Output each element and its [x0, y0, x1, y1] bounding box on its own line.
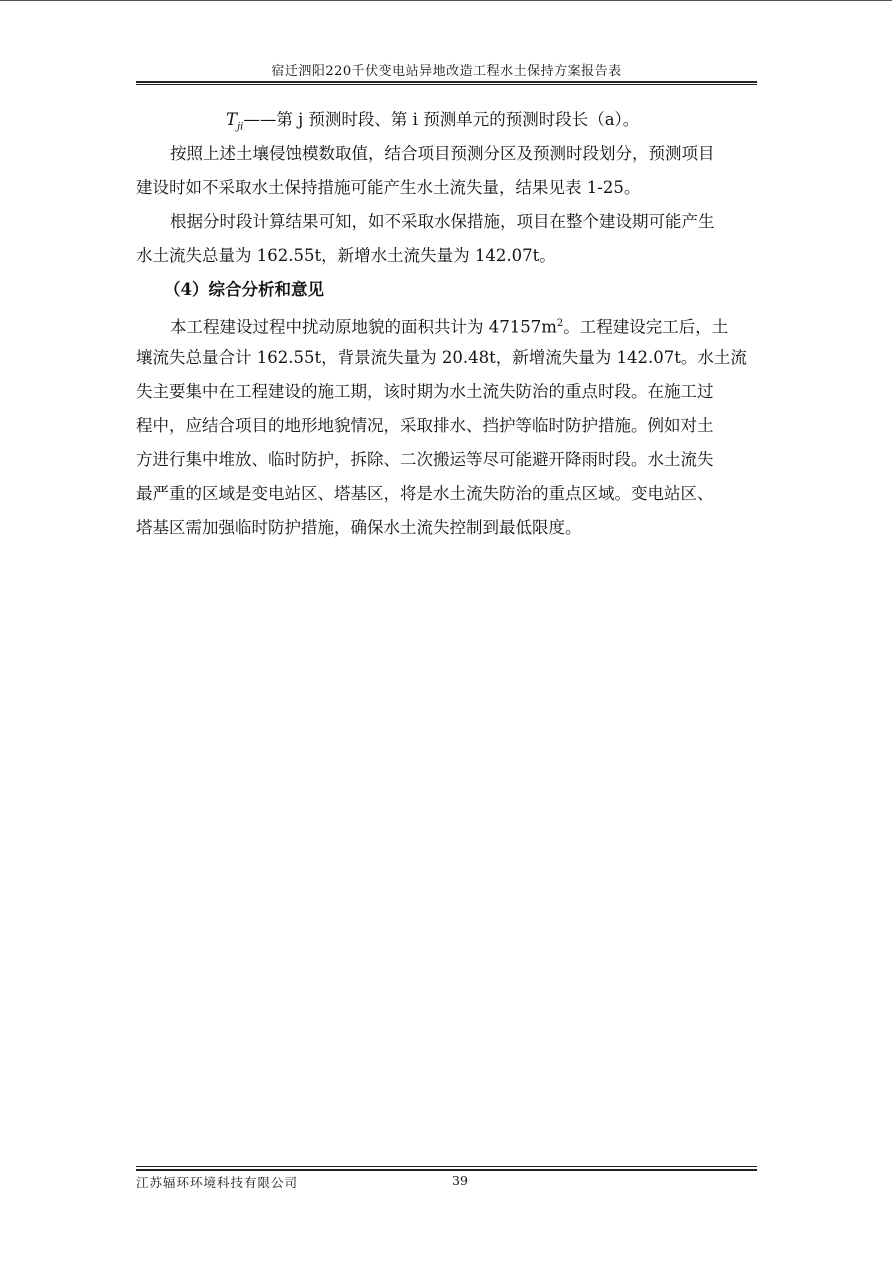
formula-definition — [136, 106, 757, 140]
para3-line2 — [136, 344, 757, 378]
para3-line7-text: 塔基区需加强临时防护措施，确保水土流失控制到最低限度。 — [136, 518, 582, 537]
para1-line1-text: 按照上述土壤侵蚀模数取值，结合项目预测分区及预测时段划分，预测项目 — [170, 144, 715, 163]
para3-line7 — [136, 514, 757, 548]
para3-line6-text: 最严重的区域是变电站区、塔基区，将是水土流失防治的重点区域。变电站区、 — [136, 484, 714, 503]
document-body — [136, 106, 757, 548]
footer-rule-thick — [136, 1169, 757, 1171]
header-rule-thick — [136, 81, 757, 83]
area-unit-superscript: 2 — [556, 318, 564, 329]
para2-line1-text: 根据分时段计算结果可知，如不采取水保措施，项目在整个建设期可能产生 — [170, 212, 715, 231]
para2-line1 — [136, 208, 757, 242]
para3-line2-text: 壤流失总量合计 162.55t，背景流失量为 20.48t，新增流失量为 142.07t。水土流 — [136, 348, 747, 367]
para3-line1-pre: 本工程建设过程中扰动原地貌的面积共计为 47157m — [170, 317, 557, 337]
page-header-title: 宿迁泗阳220千伏变电站异地改造工程水土保持方案报告表 — [271, 64, 622, 79]
para3-line6 — [136, 480, 757, 514]
para3-line4 — [136, 412, 757, 446]
para3-line3 — [136, 378, 757, 412]
section-heading: （4）综合分析和意见 — [164, 280, 324, 299]
para1-line1 — [136, 140, 757, 174]
header-rule-thin — [136, 84, 757, 85]
footer-company-name: 江苏辐环环境科技有限公司 — [136, 1175, 299, 1190]
para3-line5 — [136, 446, 757, 480]
para1-line2 — [136, 174, 757, 208]
para3-line4-text: 程中，应结合项目的地形地貌情况，采取排水、挡护等临时防护措施。例如对土 — [136, 416, 714, 435]
para1-line2-text: 建设时如不采取水土保持措施可能产生水土流失量，结果见表 1-25。 — [136, 178, 641, 197]
para3-line3-text: 失主要集中在工程建设的施工期，该时期为水土流失防治的重点时段。在施工过 — [136, 382, 714, 401]
footer-rule-thin — [136, 1166, 757, 1167]
para2-line2 — [136, 242, 757, 276]
para3-line5-text: 方进行集中堆放、临时防护，拆除、二次搬运等尽可能避开降雨时段。水土流失 — [136, 450, 714, 469]
page-number: 39 — [452, 1173, 468, 1188]
formula-description: ——第 j 预测时段、第 i 预测单元的预测时段长（a）。 — [243, 110, 640, 129]
para3-line1-post: 。工程建设完工后，土 — [563, 317, 729, 337]
formula-symbol: T — [226, 110, 238, 129]
para2-line2-text: 水土流失总量为 162.55t，新增水土流失量为 142.07t。 — [136, 246, 556, 265]
page-top-border — [0, 0, 892, 1]
para3-line1 — [136, 310, 757, 344]
para3-line1-text — [170, 310, 728, 344]
formula-subscript: ji — [237, 121, 244, 133]
